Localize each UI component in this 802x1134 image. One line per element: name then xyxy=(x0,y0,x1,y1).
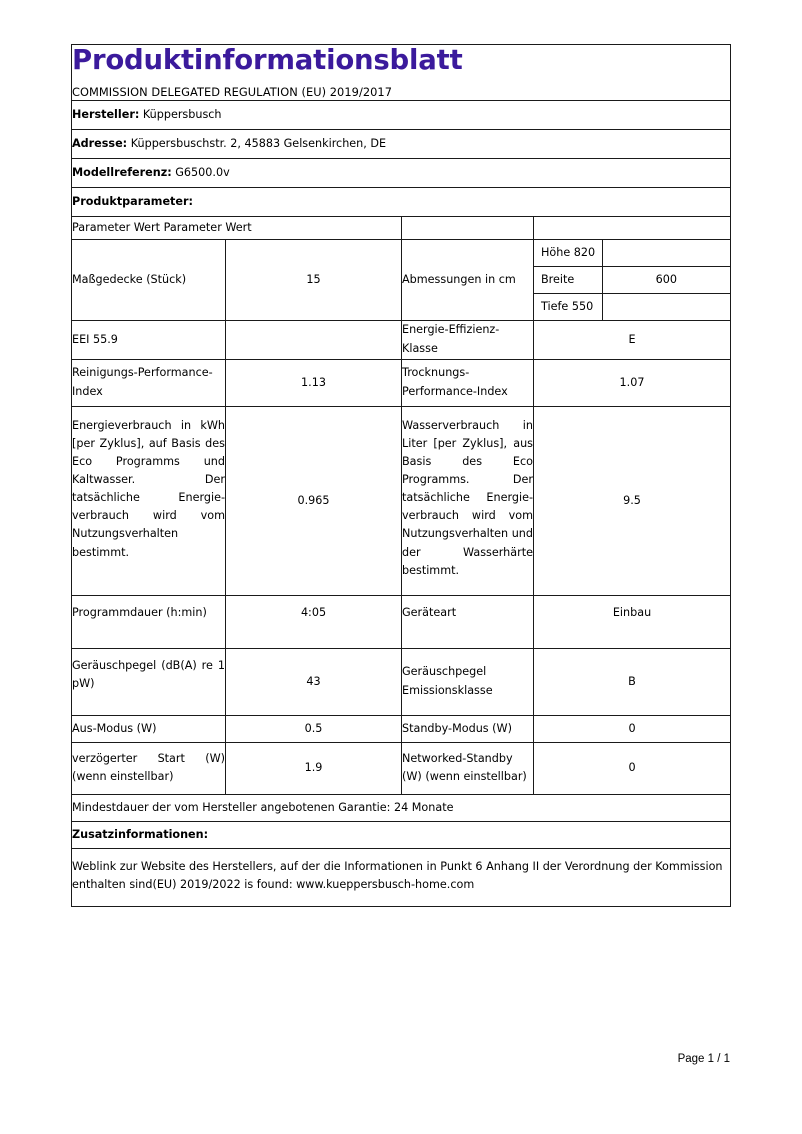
page-number-footer: Page 1 / 1 xyxy=(677,1053,730,1065)
page-title: Produktinformationsblatt xyxy=(72,44,463,76)
table-row xyxy=(72,406,731,595)
param-value-energieeffizienzklasse: E xyxy=(534,320,731,359)
param-value-networked-standby: 0 xyxy=(534,742,731,794)
product-parameters-heading: Produktparameter: xyxy=(72,187,731,216)
param-value-energieverbrauch: 0.965 xyxy=(226,406,402,595)
title-row xyxy=(72,45,731,101)
additional-information-heading: Zusatzinformationen: xyxy=(72,821,731,848)
warranty-row xyxy=(72,794,731,821)
table-row xyxy=(72,648,731,715)
dimension-label-breite: Breite xyxy=(534,266,602,293)
param-label-eei: EEI 55.9 xyxy=(72,320,226,359)
param-label-energieverbrauch: Energieverbrauch in kWh [per Zyklus], auf Basis des Eco Programms und Kaltwasser. Der tatsächliche Energie-verbrauch wird vom Nutzungsverhalten bestimmt. xyxy=(72,406,226,595)
dimension-value-tiefe xyxy=(602,293,730,320)
regulation-subtitle: COMMISSION DELEGATED REGULATION (EU) 2019/2017 xyxy=(72,84,393,99)
param-value-geraeuschpegel: 43 xyxy=(226,648,402,715)
additional-information-heading-row xyxy=(72,821,731,848)
param-value-aus-modus: 0.5 xyxy=(226,715,402,742)
param-value-wasserverbrauch: 9.5 xyxy=(534,406,731,595)
manufacturer-row xyxy=(72,100,731,129)
address-value: Küppersbuschstr. 2, 45883 Gelsenkirchen, DE xyxy=(130,136,387,150)
param-label-energieeffizienzklasse xyxy=(402,320,534,359)
param-value-massgedecke: 15 xyxy=(226,239,402,320)
table-row xyxy=(72,742,731,794)
dimension-row-tiefe xyxy=(534,293,730,320)
table-row xyxy=(72,359,731,406)
param-label-wasserverbrauch: Wasserverbrauch in Liter [per Zyklus], aus Basis des Eco Programms. Der tatsächliche Energie-verbrauch wird vom Nutzungsverhalten und der Wasserhärte bestimmt. xyxy=(402,406,534,595)
dimensions-cell xyxy=(534,239,731,320)
param-label-energieeffizienzklasse-text: Energie-Effizienz-Klasse xyxy=(402,323,500,355)
manufacturer-value: Küppersbusch xyxy=(142,107,222,121)
dimension-row-breite xyxy=(534,266,730,293)
title-cell xyxy=(72,45,731,101)
pdf-rule-artifact-left xyxy=(402,320,454,321)
dimension-value-hoehe xyxy=(602,240,730,267)
table-row xyxy=(72,715,731,742)
table-row xyxy=(72,239,731,320)
param-label-geraeteart: Geräteart xyxy=(402,595,534,648)
address-label: Adresse: xyxy=(72,136,128,150)
model-reference-cell xyxy=(72,158,731,187)
param-value-standby-modus: 0 xyxy=(534,715,731,742)
param-value-geraeuschpegel-emissionsklasse: B xyxy=(534,648,731,715)
pdf-rule-artifact-right xyxy=(488,320,496,321)
warranty-text: Mindestdauer der vom Hersteller angebotenen Garantie: 24 Monate xyxy=(72,794,731,821)
product-information-table xyxy=(71,44,731,907)
parameter-column-header: Parameter Wert Parameter Wert xyxy=(72,216,402,239)
param-value-reinigungs-performance-index: 1.13 xyxy=(226,359,402,406)
param-label-geraeuschpegel: Geräuschpegel (dB(A) re 1 pW) xyxy=(72,648,226,715)
param-value-eei xyxy=(226,320,402,359)
param-label-trocknungs-performance-index: Trocknungs-Performance-Index xyxy=(402,359,534,406)
table-row xyxy=(72,320,731,359)
param-label-networked-standby: Networked-Standby (W) (wenn einstellbar) xyxy=(402,742,534,794)
manufacturer-cell xyxy=(72,100,731,129)
parameter-column-header-spacer-3 xyxy=(402,216,534,239)
model-reference-label: Modellreferenz: xyxy=(72,165,172,179)
param-label-massgedecke: Maßgedecke (Stück) xyxy=(72,239,226,320)
param-label-geraeuschpegel-emissionsklasse: Geräuschpegel Emissionsklasse xyxy=(402,648,534,715)
manufacturer-label: Hersteller: xyxy=(72,107,140,121)
dimension-value-breite: 600 xyxy=(602,266,730,293)
parameter-column-header-spacer-4 xyxy=(534,216,731,239)
model-reference-row xyxy=(72,158,731,187)
param-value-trocknungs-performance-index: 1.07 xyxy=(534,359,731,406)
weblink-row xyxy=(72,848,731,906)
param-label-aus-modus: Aus-Modus (W) xyxy=(72,715,226,742)
param-label-standby-modus: Standby-Modus (W) xyxy=(402,715,534,742)
dimension-label-hoehe: Höhe 820 xyxy=(534,240,602,267)
param-label-reinigungs-performance-index: Reinigungs-Performance-Index xyxy=(72,359,226,406)
address-row xyxy=(72,129,731,158)
param-label-programmdauer: Programmdauer (h:min) xyxy=(72,595,226,648)
dimension-row-hoehe xyxy=(534,240,730,267)
table-row xyxy=(72,595,731,648)
param-label-verzoegerter-start: verzögerter Start (W) (wenn einstellbar) xyxy=(72,742,226,794)
weblink-text: Weblink zur Website des Herstellers, auf der die Informationen in Punkt 6 Anhang II der Verordnung der Kommission enthalten sind(EU) 2019/2022 is found: www.kueppersbusch-home.com xyxy=(72,848,731,906)
param-value-geraeteart: Einbau xyxy=(534,595,731,648)
model-reference-value: G6500.0v xyxy=(175,165,230,179)
address-cell xyxy=(72,129,731,158)
parameter-column-header-row xyxy=(72,216,731,239)
dimension-label-tiefe: Tiefe 550 xyxy=(534,293,602,320)
dimensions-table xyxy=(534,240,730,320)
product-parameters-heading-row xyxy=(72,187,731,216)
param-label-abmessungen: Abmessungen in cm xyxy=(402,239,534,320)
param-value-verzoegerter-start: 1.9 xyxy=(226,742,402,794)
param-value-programmdauer: 4:05 xyxy=(226,595,402,648)
